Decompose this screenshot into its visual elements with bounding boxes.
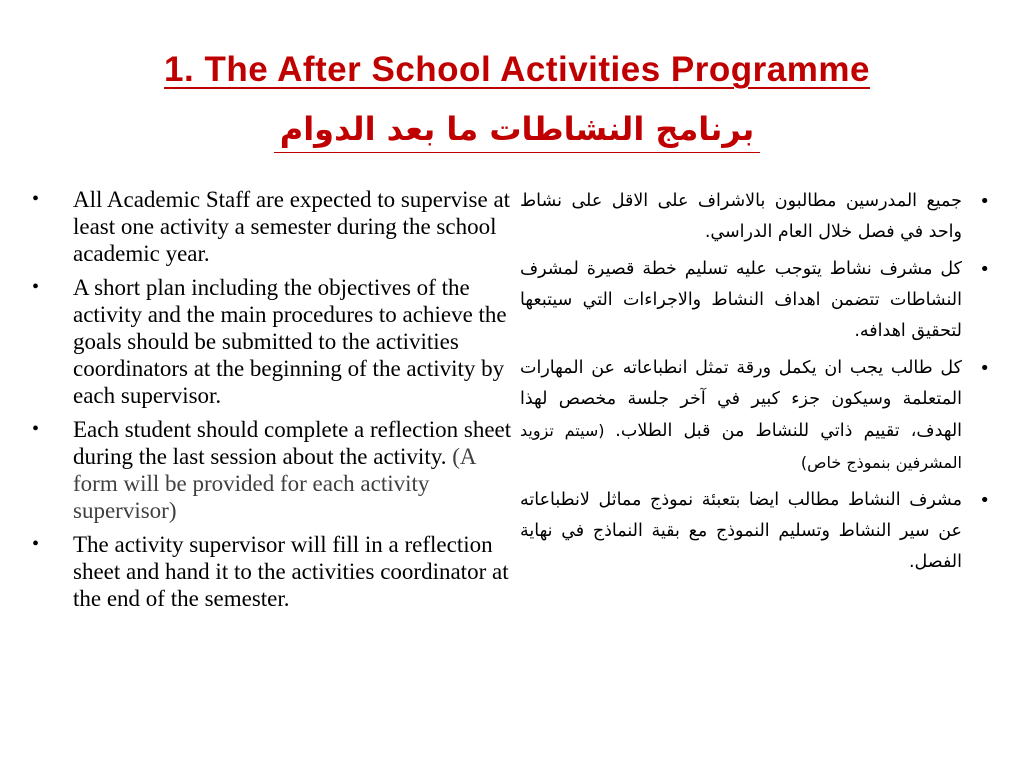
arabic-bullet-item: [520, 254, 990, 347]
english-bullet-text: All Academic Staff are expected to supervise at least one activity a semester during the school academic year.: [73, 187, 511, 266]
english-bullet-list: [30, 186, 515, 619]
english-bullet-item: [30, 186, 515, 267]
english-bullet-item: [30, 274, 515, 409]
slide-title-arabic-text: برنامج النشاطات ما بعد الدوام: [274, 110, 761, 153]
arabic-bullet-text: كل طالب يجب ان يكمل ورقة تمثل انطباعاته عن المهارات المتعلمة وسيكون جزء كبير في آخر جلسة مخصص لهذا الهدف، تقييم ذاتي للنشاط من قبل الطلاب.: [520, 358, 963, 441]
english-bullet-text: The activity supervisor will fill in a reflection sheet and hand it to the activities coordinator at the end of the semester.: [73, 532, 509, 611]
slide-title-english: 1. The After School Activities Programme: [164, 50, 870, 89]
english-bullet-note: (A form will be provided for each activity supervisor): [73, 444, 476, 523]
bullet-icon: •: [32, 188, 40, 210]
arabic-bullet-text: مشرف النشاط مطالب ايضا بتعبئة نموذج مماثل لانطباعاته عن سير النشاط وتسليم النموذج مع بقية النماذج في نهاية الفصل.: [520, 490, 962, 572]
arabic-bullet-text: كل مشرف نشاط يتوجب عليه تسليم خطة قصيرة لمشرف النشاطات تتضمن اهداف النشاط والاجراءات التي سيتبعها لتحقيق اهدافه.: [520, 259, 962, 341]
english-bullet-item: [30, 531, 515, 612]
bullet-icon: •: [979, 358, 990, 379]
english-bullet-text: Each student should complete a reflection sheet during the last session about the activity.: [73, 417, 512, 469]
arabic-bullet-item: [520, 353, 990, 479]
bullet-icon: •: [979, 259, 990, 280]
bullet-icon: •: [979, 191, 990, 212]
arabic-bullet-note: (سيتم تزويد المشرفين بنموذج خاص): [520, 421, 962, 472]
arabic-bullet-list: [520, 186, 990, 584]
english-bullet-text: A short plan including the objectives of the activity and the main procedures to achieve the goals should be submitted to the activities coordinators at the beginning of the activity by each supervisor.: [73, 275, 507, 408]
arabic-bullet-item: [520, 485, 990, 578]
bullet-icon: •: [32, 276, 40, 298]
bullet-icon: •: [32, 418, 40, 440]
slide-title-arabic: [0, 110, 1024, 148]
arabic-bullet-text: جميع المدرسين مطالبون بالاشراف على الاقل على نشاط واحد في فصل خلال العام الدراسي.: [520, 191, 962, 242]
english-bullet-item: [30, 416, 515, 524]
bullet-icon: •: [979, 490, 990, 511]
arabic-bullet-item: [520, 186, 990, 248]
bullet-icon: •: [32, 533, 40, 555]
